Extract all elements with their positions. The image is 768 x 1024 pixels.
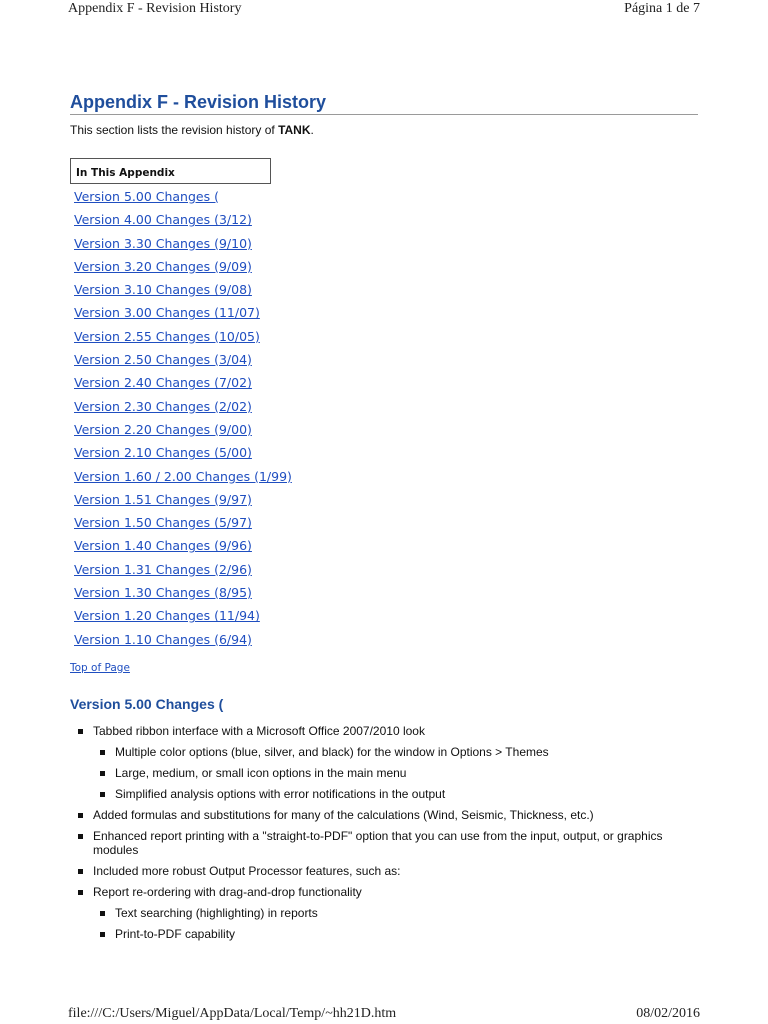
bullet-text: Simplified analysis options with error notifications in the output xyxy=(115,787,446,801)
square-bullet-icon xyxy=(100,750,105,755)
toc-link[interactable]: Version 3.30 Changes (9/10) xyxy=(74,235,252,251)
toc-link[interactable]: Version 1.30 Changes (8/95) xyxy=(74,585,252,601)
print-header-page-number: Página 1 de 7 xyxy=(624,1,700,16)
bullet-item xyxy=(78,829,698,857)
bullet-item xyxy=(78,724,698,738)
toc-link[interactable]: Version 1.50 Changes (5/97) xyxy=(74,515,252,531)
toc-link[interactable]: Version 2.10 Changes (5/00) xyxy=(74,445,252,461)
intro-prefix: This section lists the revision history of xyxy=(70,123,279,137)
toc-link[interactable]: Version 3.20 Changes (9/09) xyxy=(74,258,252,274)
toc-link[interactable]: Version 1.60 / 2.00 Changes (1/99) xyxy=(74,468,292,484)
intro-paragraph xyxy=(70,122,314,138)
toc-link[interactable]: Version 2.30 Changes (2/02) xyxy=(74,398,252,414)
intro-suffix: . xyxy=(310,123,314,137)
print-header-title: Appendix F - Revision History xyxy=(68,1,242,16)
bullet-item xyxy=(78,766,698,780)
toc-item xyxy=(74,582,292,605)
toc-link[interactable]: Version 2.20 Changes (9/00) xyxy=(74,421,252,437)
square-bullet-icon xyxy=(100,911,105,916)
toc-item xyxy=(74,256,292,279)
bullet-text: Included more robust Output Processor features, such as: xyxy=(93,864,401,878)
toc-item xyxy=(74,605,292,628)
toc-link[interactable]: Version 2.40 Changes (7/02) xyxy=(74,375,252,391)
toc-item xyxy=(74,535,292,558)
bullet-item xyxy=(78,808,698,822)
toc-item xyxy=(74,419,292,442)
bullet-item xyxy=(78,864,698,878)
toc-link[interactable]: Version 1.51 Changes (9/97) xyxy=(74,491,252,507)
intro-product-name: TANK xyxy=(278,123,311,137)
bullet-item xyxy=(78,787,698,801)
toc-list xyxy=(74,186,292,652)
bullet-text: Print-to-PDF capability xyxy=(115,927,236,941)
square-bullet-icon xyxy=(78,890,83,895)
toc-item xyxy=(74,186,292,209)
bullet-text: Added formulas and substitutions for many of the calculations (Wind, Seismic, Thickness, etc.) xyxy=(93,808,594,822)
bullet-text: Multiple color options (blue, silver, and black) for the window in Options > Themes xyxy=(115,745,549,759)
square-bullet-icon xyxy=(100,932,105,937)
toc-link[interactable]: Version 2.55 Changes (10/05) xyxy=(74,328,260,344)
toc-item xyxy=(74,489,292,512)
print-header xyxy=(68,1,700,17)
section-title: Version 5.00 Changes ( xyxy=(70,696,224,712)
toc-item xyxy=(74,559,292,582)
toc-heading-box xyxy=(70,158,271,184)
toc-item xyxy=(74,302,292,325)
toc-heading: In This Appendix xyxy=(76,167,175,179)
toc-item xyxy=(74,209,292,232)
square-bullet-icon xyxy=(78,869,83,874)
toc-item xyxy=(74,349,292,372)
square-bullet-icon xyxy=(100,771,105,776)
toc-item xyxy=(74,233,292,256)
bullet-item xyxy=(78,927,698,941)
print-footer xyxy=(68,1006,700,1022)
toc-item xyxy=(74,279,292,302)
toc-link[interactable]: Version 4.00 Changes (3/12) xyxy=(74,212,252,228)
square-bullet-icon xyxy=(78,834,83,839)
bullet-item xyxy=(78,745,698,759)
bullet-text: Report re-ordering with drag-and-drop functionality xyxy=(93,885,362,899)
bullet-item xyxy=(78,885,698,899)
section-bullet-list xyxy=(78,724,698,948)
bullet-text: Enhanced report printing with a "straight-to-PDF" option that you can use from the input, output, or graphics modules xyxy=(93,829,663,857)
print-footer-date: 08/02/2016 xyxy=(636,1006,700,1021)
square-bullet-icon xyxy=(100,792,105,797)
bullet-text: Text searching (highlighting) in reports xyxy=(115,906,318,920)
toc-item xyxy=(74,442,292,465)
print-footer-file-path: file:///C:/Users/Miguel/AppData/Local/Temp/~hh21D.htm xyxy=(68,1006,397,1021)
page-title: Appendix F - Revision History xyxy=(70,91,698,115)
toc-item xyxy=(74,372,292,395)
square-bullet-icon xyxy=(78,729,83,734)
bullet-text: Large, medium, or small icon options in the main menu xyxy=(115,766,407,780)
toc-item xyxy=(74,629,292,652)
toc-link[interactable]: Version 2.50 Changes (3/04) xyxy=(74,352,252,368)
top-of-page-link[interactable]: Top of Page xyxy=(70,662,130,674)
square-bullet-icon xyxy=(78,813,83,818)
toc-item xyxy=(74,396,292,419)
toc-link[interactable]: Version 3.00 Changes (11/07) xyxy=(74,305,260,321)
toc-link[interactable]: Version 1.20 Changes (11/94) xyxy=(74,608,260,624)
toc-link[interactable]: Version 1.40 Changes (9/96) xyxy=(74,538,252,554)
toc-link[interactable]: Version 5.00 Changes ( xyxy=(74,189,219,204)
toc-link[interactable]: Version 1.10 Changes (6/94) xyxy=(74,631,252,647)
toc-item xyxy=(74,512,292,535)
toc-item xyxy=(74,326,292,349)
toc-link[interactable]: Version 1.31 Changes (2/96) xyxy=(74,561,252,577)
toc-link[interactable]: Version 3.10 Changes (9/08) xyxy=(74,282,252,298)
bullet-text: Tabbed ribbon interface with a Microsoft Office 2007/2010 look xyxy=(93,724,425,738)
toc-item xyxy=(74,466,292,489)
bullet-item xyxy=(78,906,698,920)
